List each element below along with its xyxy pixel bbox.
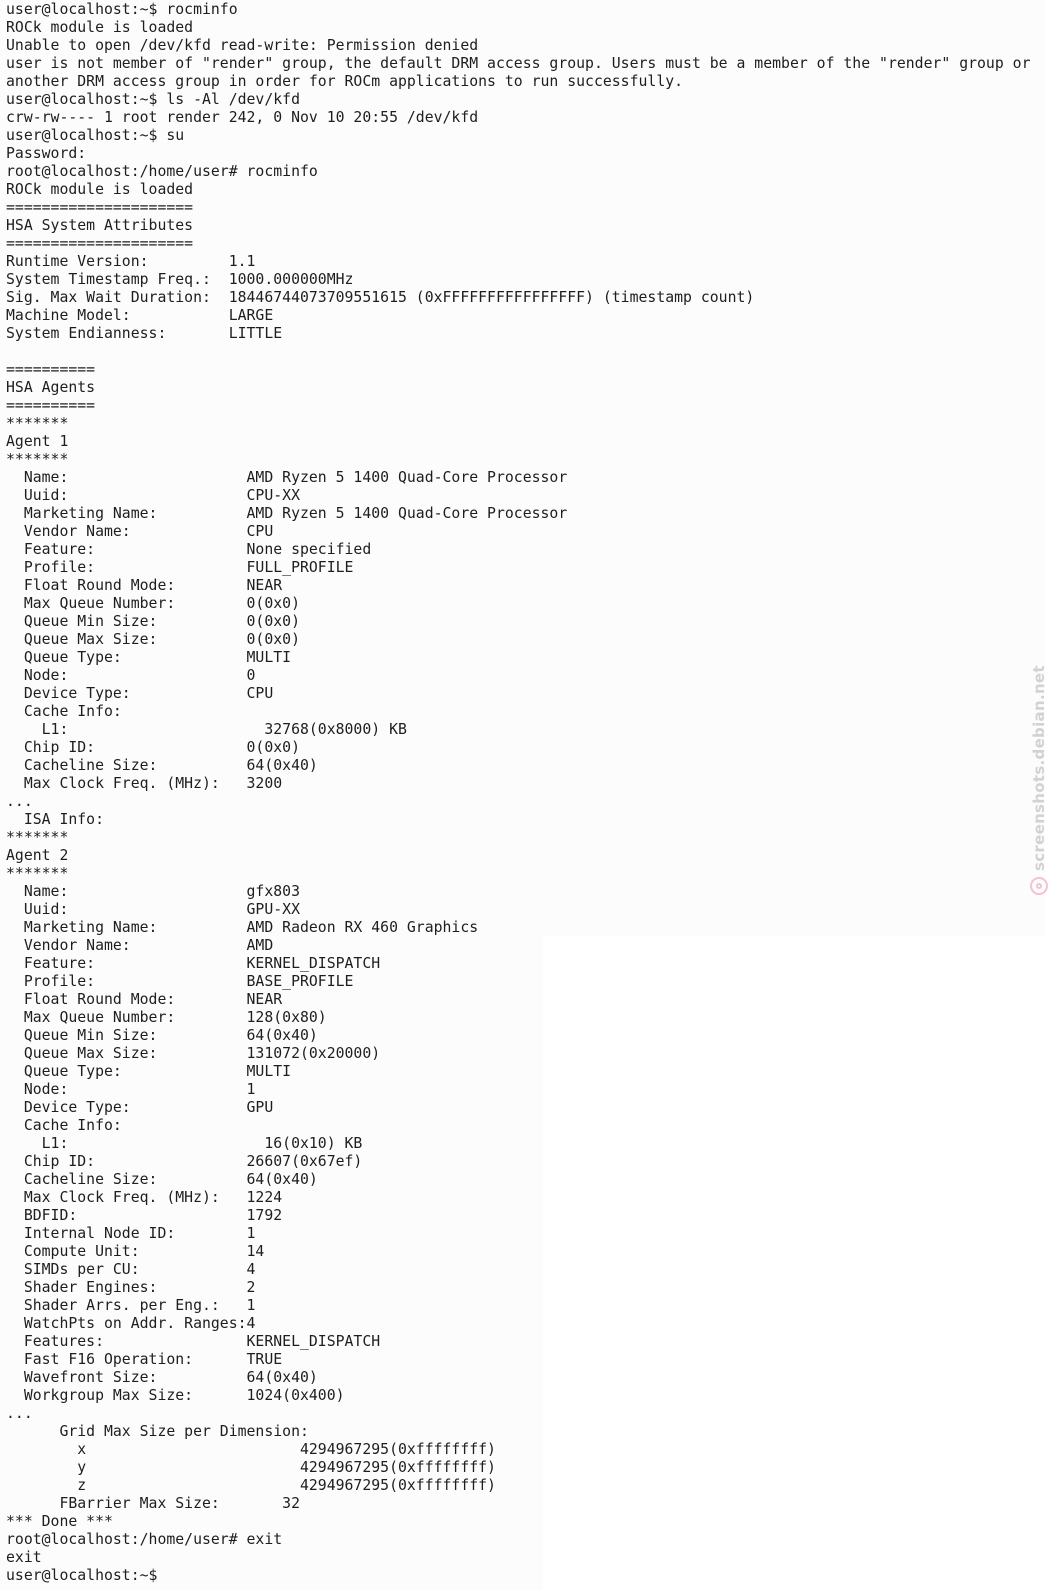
- terminal-line: user is not member of "render" group, the default DRM access group. Users must be a member of the "render" group or: [6, 55, 1031, 72]
- terminal-line: Marketing Name: AMD Ryzen 5 1400 Quad-Core Processor: [6, 505, 568, 522]
- terminal-line: Queue Type: MULTI: [6, 1063, 292, 1080]
- terminal-line: Max Clock Freq. (MHz): 1224: [6, 1189, 283, 1206]
- terminal-line: Queue Max Size: 0(0x0): [6, 631, 300, 648]
- terminal-line: SIMDs per CU: 4: [6, 1261, 256, 1278]
- terminal-line: x 4294967295(0xffffffff): [6, 1441, 496, 1458]
- terminal-line: *******: [6, 829, 69, 846]
- terminal-line: Float Round Mode: NEAR: [6, 577, 283, 594]
- terminal-line: user@localhost:~$: [6, 1567, 158, 1584]
- terminal-line: Max Queue Number: 0(0x0): [6, 595, 300, 612]
- terminal-line: another DRM access group in order for ROCm applications to run successfully.: [6, 73, 684, 90]
- terminal-line: Name: gfx803: [6, 883, 300, 900]
- terminal-line: Internal Node ID: 1: [6, 1225, 256, 1242]
- terminal-line: ...: [6, 793, 33, 810]
- debian-screenshots-logo-icon: [1030, 877, 1048, 895]
- terminal-line: L1: 32768(0x8000) KB: [6, 721, 407, 738]
- terminal-line: System Timestamp Freq.: 1000.000000MHz: [6, 271, 354, 288]
- terminal-line: Fast F16 Operation: TRUE: [6, 1351, 283, 1368]
- terminal-line: ISA Info:: [6, 811, 104, 828]
- terminal-line: Float Round Mode: NEAR: [6, 991, 283, 1008]
- terminal-line: Device Type: CPU: [6, 685, 274, 702]
- terminal-line: Node: 0: [6, 667, 256, 684]
- terminal-line: root@localhost:/home/user# rocminfo: [6, 163, 318, 180]
- terminal-line: FBarrier Max Size: 32: [6, 1495, 300, 1512]
- terminal-line: System Endianness: LITTLE: [6, 325, 283, 342]
- watermark: [1030, 665, 1048, 895]
- terminal-line: Compute Unit: 14: [6, 1243, 265, 1260]
- terminal-line: Uuid: CPU-XX: [6, 487, 300, 504]
- terminal-line: Agent 1: [6, 433, 69, 450]
- terminal-line: ==========: [6, 397, 96, 414]
- terminal-line: Workgroup Max Size: 1024(0x400): [6, 1387, 345, 1404]
- terminal-line: Cacheline Size: 64(0x40): [6, 757, 318, 774]
- terminal-line: ROCk module is loaded: [6, 19, 194, 36]
- terminal-line: Cache Info:: [6, 703, 122, 720]
- terminal-line: exit: [6, 1549, 42, 1566]
- terminal-line: Profile: FULL_PROFILE: [6, 559, 354, 576]
- terminal-line: *******: [6, 865, 69, 882]
- terminal-line: Feature: None specified: [6, 541, 372, 558]
- terminal-line: Sig. Max Wait Duration: 18446744073709551615 (0xFFFFFFFFFFFFFFFF) (timestamp count): [6, 289, 755, 306]
- terminal-line: *** Done ***: [6, 1513, 113, 1530]
- terminal-line: Cacheline Size: 64(0x40): [6, 1171, 318, 1188]
- terminal-line: Vendor Name: AMD: [6, 937, 274, 954]
- terminal-line: [6, 343, 1030, 361]
- terminal-line: Runtime Version: 1.1: [6, 253, 256, 270]
- terminal-line: Max Clock Freq. (MHz): 3200: [6, 775, 283, 792]
- terminal-line: Chip ID: 0(0x0): [6, 739, 300, 756]
- terminal-line: Max Queue Number: 128(0x80): [6, 1009, 327, 1026]
- terminal-line: Password:: [6, 145, 87, 162]
- terminal-line: Shader Engines: 2: [6, 1279, 256, 1296]
- terminal-line: Machine Model: LARGE: [6, 307, 274, 324]
- terminal-line: Wavefront Size: 64(0x40): [6, 1369, 318, 1386]
- terminal-line: Uuid: GPU-XX: [6, 901, 300, 918]
- terminal-line: Marketing Name: AMD Radeon RX 460 Graphics: [6, 919, 479, 936]
- terminal-line: WatchPts on Addr. Ranges:4: [6, 1315, 256, 1332]
- terminal-line: crw-rw---- 1 root render 242, 0 Nov 10 20:55 /dev/kfd: [6, 109, 479, 126]
- terminal-line: user@localhost:~$ ls -Al /dev/kfd: [6, 91, 300, 108]
- terminal-line: Device Type: GPU: [6, 1099, 274, 1116]
- terminal-line: Feature: KERNEL_DISPATCH: [6, 955, 381, 972]
- terminal-line: Name: AMD Ryzen 5 1400 Quad-Core Processor: [6, 469, 568, 486]
- terminal-line: HSA System Attributes: [6, 217, 194, 234]
- terminal-line: Profile: BASE_PROFILE: [6, 973, 354, 990]
- terminal-line: y 4294967295(0xffffffff): [6, 1459, 496, 1476]
- terminal-line: z 4294967295(0xffffffff): [6, 1477, 496, 1494]
- terminal-line: Unable to open /dev/kfd read-write: Permission denied: [6, 37, 479, 54]
- terminal-line: Chip ID: 26607(0x67ef): [6, 1153, 363, 1170]
- terminal-line: =====================: [6, 235, 194, 252]
- terminal-line: Queue Type: MULTI: [6, 649, 292, 666]
- watermark-text: screenshots.debian.net: [1030, 665, 1048, 871]
- terminal-line: user@localhost:~$ rocminfo: [6, 1, 238, 18]
- terminal-line: BDFID: 1792: [6, 1207, 283, 1224]
- terminal-line: *******: [6, 415, 69, 432]
- terminal-line: ==========: [6, 361, 96, 378]
- terminal-line: L1: 16(0x10) KB: [6, 1135, 363, 1152]
- terminal-line: *******: [6, 451, 69, 468]
- terminal-line: root@localhost:/home/user# exit: [6, 1531, 283, 1548]
- terminal-line: Queue Max Size: 131072(0x20000): [6, 1045, 381, 1062]
- terminal-line: Shader Arrs. per Eng.: 1: [6, 1297, 256, 1314]
- terminal-line: Grid Max Size per Dimension:: [6, 1423, 309, 1440]
- terminal-line: Agent 2: [6, 847, 69, 864]
- terminal-line: Queue Min Size: 64(0x40): [6, 1027, 318, 1044]
- terminal-line: user@localhost:~$ su: [6, 127, 185, 144]
- terminal-line: HSA Agents: [6, 379, 96, 396]
- terminal-line: =====================: [6, 199, 194, 216]
- terminal-line: Vendor Name: CPU: [6, 523, 274, 540]
- terminal-line: Cache Info:: [6, 1117, 122, 1134]
- terminal-line: Node: 1: [6, 1081, 256, 1098]
- terminal-line: ...: [6, 1405, 33, 1422]
- terminal-output: [6, 1, 1030, 1585]
- terminal-line: ROCk module is loaded: [6, 181, 194, 198]
- terminal-line: Queue Min Size: 0(0x0): [6, 613, 300, 630]
- terminal-line: Features: KERNEL_DISPATCH: [6, 1333, 381, 1350]
